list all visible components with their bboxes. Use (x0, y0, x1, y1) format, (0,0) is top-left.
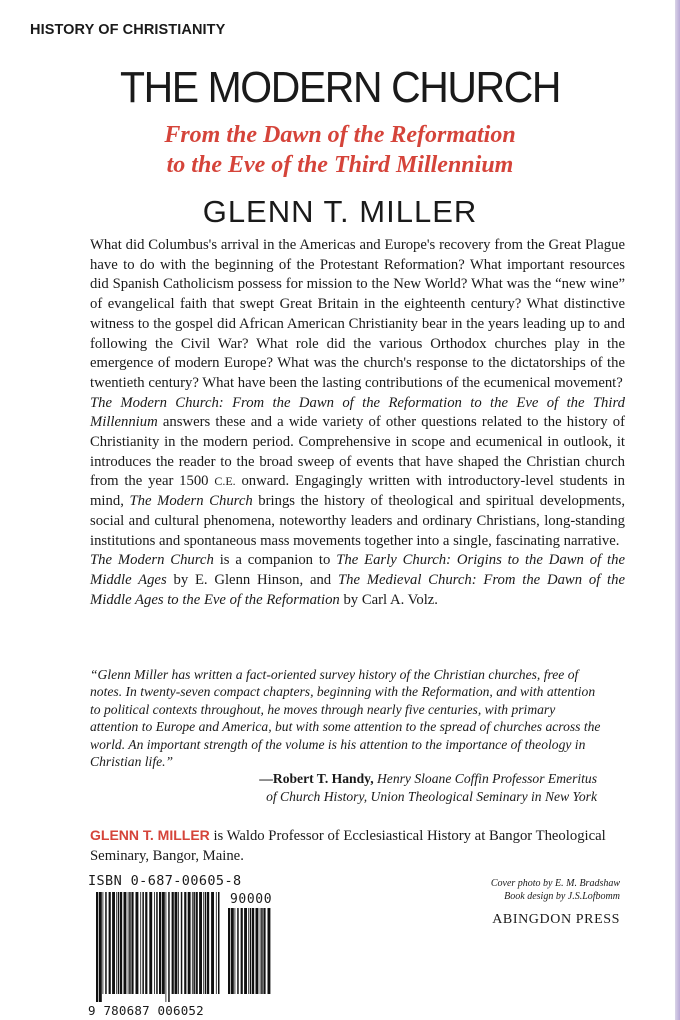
barcode-bar (241, 908, 243, 994)
barcode-bar (256, 908, 259, 994)
paragraph-text: by E. Glenn Hinson, and (166, 571, 338, 588)
barcode-bar (172, 892, 174, 994)
publisher-name: ABINGDON PRESS (492, 912, 620, 927)
subtitle-line-2: to the Eve of the Third Millennium (166, 152, 514, 178)
barcode-bar (156, 892, 158, 994)
price-code: 90000 (230, 892, 273, 907)
barcode-bar (136, 892, 139, 994)
barcode-bar (196, 892, 198, 994)
book-title-ref: The Modern Church (129, 493, 253, 510)
book-title-ref: The Modern Church (90, 552, 214, 569)
barcode-bar (145, 892, 147, 994)
author-bio (90, 826, 650, 866)
barcode-bar (218, 892, 220, 994)
isbn-label: ISBN 0-687-00605-8 (88, 873, 242, 889)
barcode-bar (162, 892, 165, 994)
endorsement-quote (90, 666, 602, 770)
barcode-bar (184, 892, 186, 994)
barcode-bar (103, 892, 104, 994)
barcode-bar (261, 908, 263, 994)
paragraph-text: by Carl A. Volz. (339, 591, 438, 608)
quote-text: “Glenn Miller has written a fact-oriented survey history of the Christian churches, free of notes. In twenty-seven compact chapters, beginning with the Reformation, and with attention to political contexts throughout, he moves through nearly five centuries, with primary attention to Europe and America, but with some attention to the spread of churches across the world. An important strength of the volume is his attention to the importance of theology in Christian life.” (90, 667, 601, 770)
barcode-bar (140, 892, 141, 994)
barcode-bar (116, 892, 117, 994)
book-title: THE MODERN CHURCH (119, 63, 561, 112)
barcode-bar (192, 892, 193, 994)
companion-title-medieval: The Medieval Church: From the Dawn of the Middle Ages to the Eve of the Reformation (90, 571, 626, 608)
barcode-bar (181, 892, 183, 994)
barcode-bar (166, 892, 167, 1002)
description-paragraph-2 (90, 394, 625, 552)
description (90, 236, 625, 610)
endorser-institution: of Church History, Union Theological Seminary in New York (266, 788, 597, 804)
barcode-bar (211, 892, 214, 994)
barcode-bar (105, 892, 107, 994)
barcode-bar (237, 908, 239, 994)
barcode-bar (129, 892, 131, 994)
barcode-bar (178, 892, 179, 994)
paragraph-text: brings the history of theological and spiritual developments, social and cultural phenomena, noteworthy leaders and ordinary Christians, long-standing institutions and spontaneous mass movements together into a single, fascinating narrative. (90, 493, 625, 549)
barcode-bar (216, 892, 217, 994)
barcode-bar (207, 892, 209, 994)
era-abbrev: C.E. (214, 474, 236, 489)
description-paragraph-1: What did Columbus's arrival in the Americas and Europe's recovery from the Great Plague have to do with the beginning of the Protestant Reformation? What important resources did Spanish Catholicism possess for mission to the New World? What was the “new wine” of evangelical faith that swept Great Britain in the eighteenth century? What distinctive witness to the gospel did African American Christianity bear in the years leading up to and following the Civil War? What role did the various Orthodox churches play in the emergence of modern Europe? What was the church's response to the dictatorships of the twentieth century? What have been the lasting contributions of the ecumenical movement? (90, 237, 625, 391)
barcode-bar (268, 908, 271, 994)
barcode-bar (99, 892, 102, 1002)
barcode-bar (263, 908, 265, 994)
barcode-bar (235, 908, 236, 994)
endorser-name: —Robert T. Handy, (259, 771, 374, 786)
ean-barcode-bars (96, 892, 221, 1002)
barcode-bar (244, 908, 247, 994)
barcode-bar (131, 892, 133, 994)
barcode-bar (175, 892, 178, 994)
barcode-bar (250, 908, 252, 994)
barcode-bar (260, 908, 261, 994)
barcode-bar (193, 892, 195, 994)
bio-text: is Waldo Professor of Ecclesiastical History at Bangor Theological Seminary, Bangor, Maine. (90, 828, 606, 864)
isbn-barcode (88, 873, 273, 1018)
barcode-bar (124, 892, 127, 994)
barcode-bar (252, 908, 254, 994)
bio-author-name: GLENN T. MILLER (90, 827, 210, 843)
endorser-role: Henry Sloane Coffin Professor Emeritus (373, 771, 597, 786)
barcode-bar (231, 908, 234, 994)
design-credit: Book design by J.S.Lofbomm (504, 891, 620, 903)
barcode-bar (168, 892, 170, 1002)
endorsement-attribution (259, 770, 597, 805)
companion-title-early: The Early Church: Origins to the Dawn of the Middle Ages (90, 552, 625, 588)
book-title-ref: The Modern Church: From the Dawn of the Reformation to the Eve of the Third Millennium (90, 394, 625, 431)
barcode-bar (228, 908, 230, 994)
barcode-bar (120, 892, 122, 994)
ean-digits: 9 780687 006052 (88, 1003, 204, 1018)
series-label: HISTORY OF CHRISTIANITY (30, 22, 226, 38)
barcode-bar (149, 892, 152, 994)
attribution-line-2 (259, 788, 597, 806)
barcode-bar (142, 892, 144, 994)
barcode-bar (248, 908, 249, 994)
paragraph-text: is a companion to (213, 552, 337, 569)
attribution-line-1 (259, 770, 597, 788)
paragraph-text: onward. Engagingly written with introductory-level students in mind, (90, 473, 625, 510)
barcode-bar (96, 892, 98, 1002)
barcode-bar (188, 892, 191, 994)
subtitle-line-1: From the Dawn of the Reformation (164, 122, 516, 148)
paragraph-text: answers these and a wide variety of other questions related to the history of Christianity in the modern period. Comprehensive in scope and ecumenical in outlook, it introduces the reader to the broad sweep of events that have shaped the Christian church from the year 1500 (90, 414, 625, 490)
barcode-bar (154, 892, 155, 994)
barcode-bar (205, 892, 207, 994)
barcode-bar (203, 892, 204, 994)
barcode-bar (199, 892, 202, 994)
barcode-bar (112, 892, 115, 994)
barcode-bar (159, 892, 161, 994)
credits (491, 877, 620, 903)
barcode-bar (118, 892, 120, 994)
barcode-bar (128, 892, 129, 994)
barcode-bar (109, 892, 111, 994)
description-paragraph-3 (90, 551, 625, 610)
author-name: GLENN T. MILLER (202, 194, 478, 229)
addon-barcode-bars (228, 908, 273, 1002)
photo-credit: Cover photo by E. M. Bradshaw (490, 878, 620, 889)
book-subtitle (0, 120, 680, 180)
